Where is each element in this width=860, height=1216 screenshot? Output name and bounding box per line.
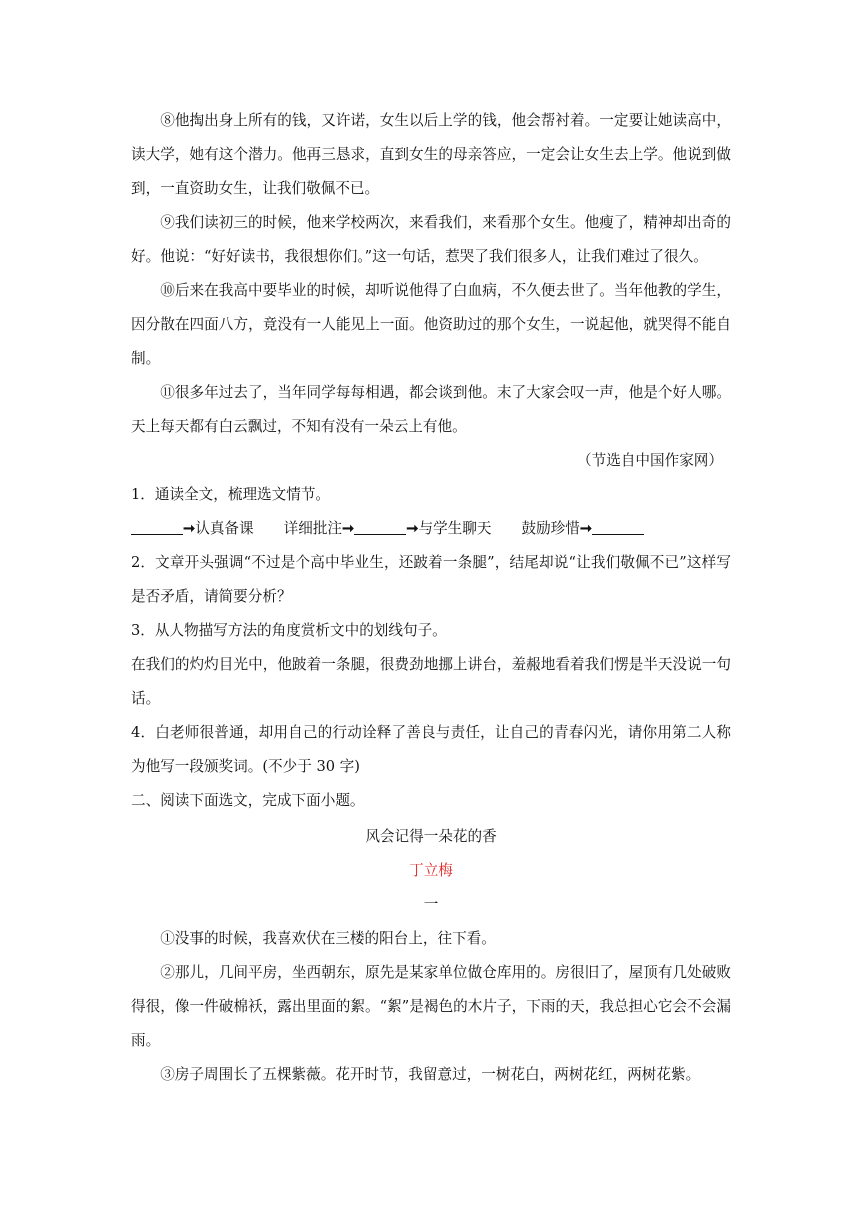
article-title: 风会记得一朵花的香 bbox=[365, 828, 497, 845]
flow-step-1: 认真备课 bbox=[195, 520, 254, 537]
section-2-heading: 二、阅读下面选文，完成下面小题。 bbox=[131, 792, 365, 809]
answer-blank-2[interactable] bbox=[354, 520, 406, 535]
paragraph-10: ⑩后来在我高中要毕业的时候，却听说他得了白血病，不久便去世了。当年他教的学生，因分散在四面八方，竟没有一人能见上一面。他资助过的那个女生，一说起他，就哭得不能自制。 bbox=[131, 282, 731, 367]
arrow-icon: ➞ bbox=[342, 520, 355, 537]
passage-source: （节选自中国作家网） bbox=[577, 452, 723, 469]
arrow-icon: ➞ bbox=[406, 520, 419, 537]
arrow-icon: ➞ bbox=[579, 520, 593, 537]
arrow-icon: ➞ bbox=[183, 520, 196, 537]
paragraph-9: ⑨我们读初三的时候，他来学校两次，来看我们，来看那个女生。他瘦了，精神却出奇的好。他说：“好好读书，我很想你们。”这一句话，惹哭了我们很多人，让我们难过了很久。 bbox=[131, 214, 731, 265]
paragraph-8: ⑧他掏出身上所有的钱，又许诺，女生以后上学的钱，他会帮衬着。一定要让她读高中，读大学，她有这个潜力。他再三恳求，直到女生的母亲答应，一定会让女生去上学。他说到做到，一直资助女生，让我们敬佩不已。 bbox=[131, 112, 731, 197]
paragraph-1: ①没事的时候，我喜欢伏在三楼的阳台上，往下看。 bbox=[160, 930, 496, 947]
question-4: 4．白老师很普通，却用自己的行动诠释了善良与责任，让自己的青春闪光，请你用第二人称为他写一段颁奖词。(不少于 30 字) bbox=[131, 724, 731, 775]
answer-blank-3[interactable] bbox=[592, 520, 644, 535]
question-2: 2．文章开头强调“不过是个高中毕业生，还跛着一条腿”，结尾却说“让我们敬佩不已”这样写是否矛盾，请简要分析？ bbox=[131, 554, 731, 605]
flow-step-2: 详细批注 bbox=[283, 520, 343, 537]
flow-step-4: 鼓励珍惜 bbox=[521, 520, 580, 537]
paragraph-11: ⑪很多年过去了，当年同学每每相遇，都会谈到他。末了大家会叹一声，他是个好人哪。天上每天都有白云飘过，不知有没有一朵云上有他。 bbox=[131, 384, 731, 435]
paragraph-3: ③房子周围长了五棵紫薇。花开时节，我留意过，一树花白，两树花红，两树花紫。 bbox=[160, 1066, 701, 1083]
flow-step-3: 与学生聊天 bbox=[418, 520, 492, 537]
article-author: 丁立梅 bbox=[409, 862, 453, 879]
document-content bbox=[131, 104, 731, 1092]
paragraph-2: ②那儿，几间平房，坐西朝东，原先是某家单位做仓库用的。房很旧了，屋顶有几处破败得很，像一件破棉袄，露出里面的絮。“絮”是褐色的木片子，下雨的天，我总担心它会不会漏雨。 bbox=[131, 964, 731, 1049]
part-number: 一 bbox=[423, 896, 439, 913]
plot-flow bbox=[131, 512, 731, 546]
question-1: 1．通读全文，梳理选文情节。 bbox=[131, 486, 331, 503]
answer-blank-1[interactable] bbox=[131, 520, 183, 535]
question-3-sentence: 在我们的灼灼目光中，他跛着一条腿，很费劲地挪上讲台，羞赧地看着我们愣是半天没说一句话。 bbox=[131, 656, 731, 707]
question-3: 3．从人物描写方法的角度赏析文中的划线句子。 bbox=[131, 622, 447, 639]
